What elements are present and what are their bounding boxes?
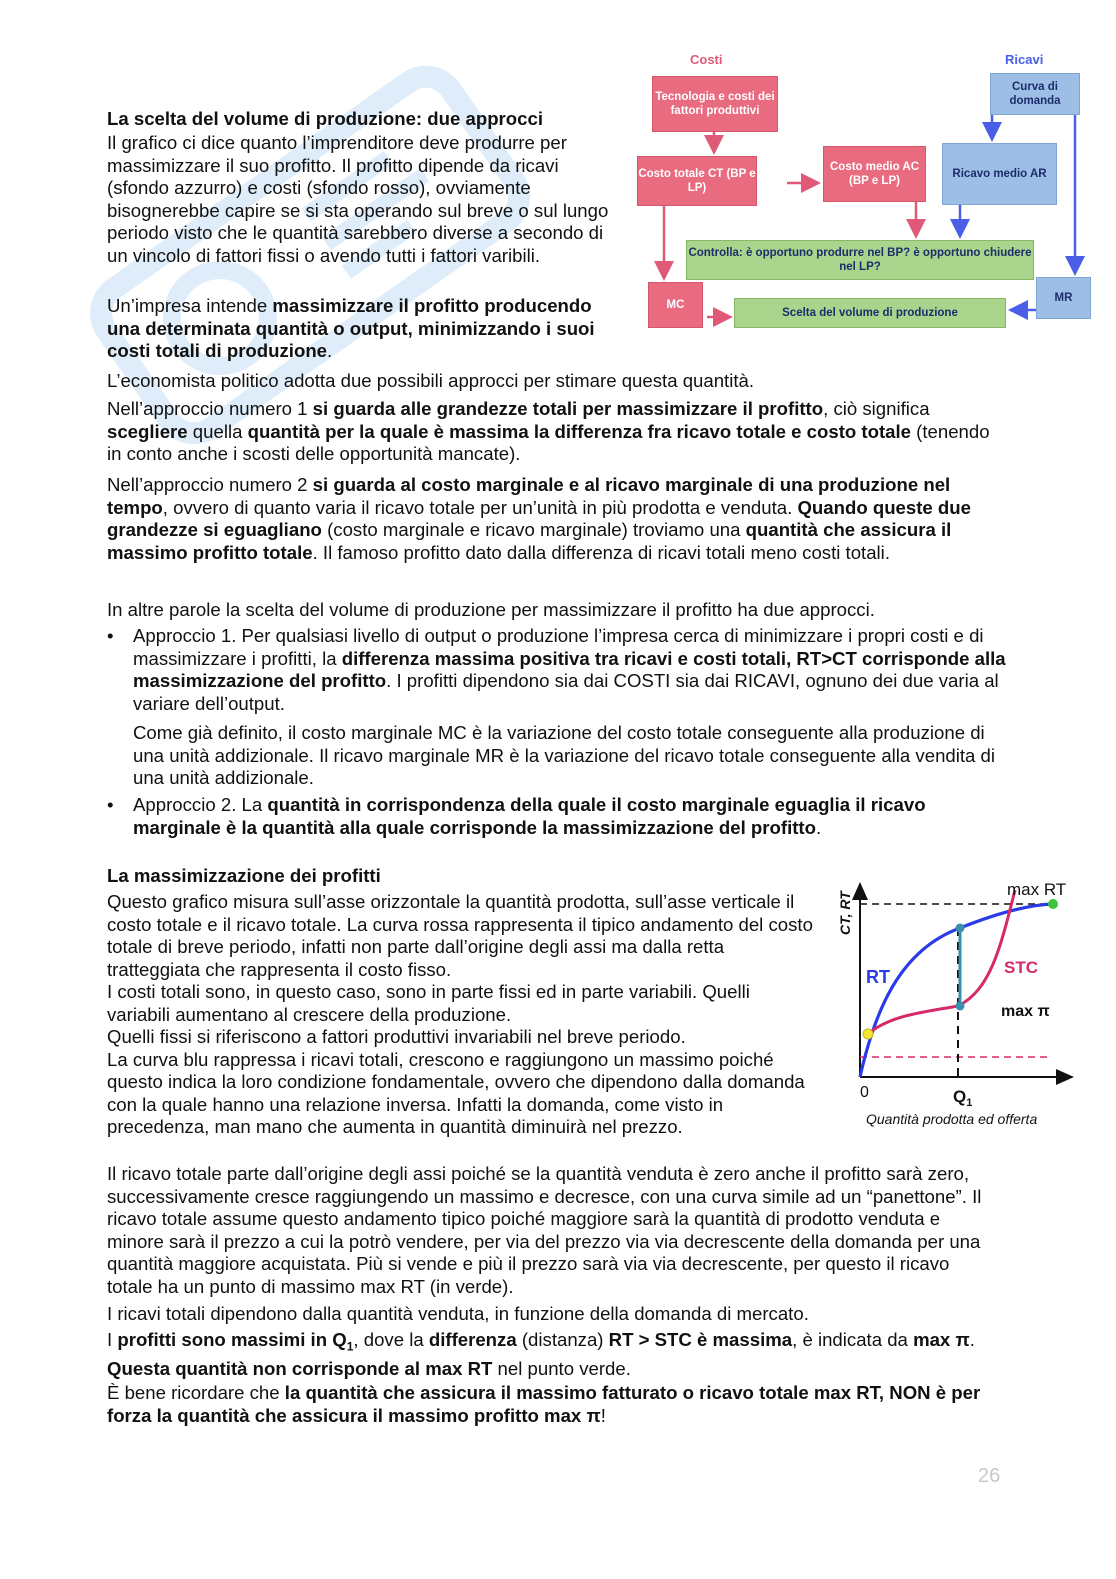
approach-2-item: Approccio 2. La quantità in corrispondenza della quale il costo marginale eguaglia il ricavo marginale è la quantità alla quale corrisponde la massimizzazione del profitto.	[133, 794, 926, 838]
approach-1-definition: Come già definito, il costo marginale MC è la variazione del costo totale conseguente alla produzione di una unità addizionale. Il ricavo marginale MR è la variazione del ricavo totale conseguente alla vendita di una unità addizionale.	[133, 722, 996, 788]
q1-stc-point	[956, 1002, 965, 1011]
stc-start-point	[863, 1029, 873, 1039]
section2-paragraph-4: La curva blu rappressa i ricavi totali, crescono e raggiungono un massimo poiché questo indica la loro condizione fondamentale, ovvero che dipendono dalla domanda con la quale hanno una relazione inversa. Infatti la domanda, come visto in precedenza, man mano che aumenta in quantità diminuirà nel prezzo.	[107, 1048, 805, 1137]
origin-label: 0	[860, 1084, 869, 1101]
revenue-label: Ricavi	[1005, 52, 1044, 67]
y-axis-label: CT, RT	[837, 891, 853, 935]
page-number: 26	[978, 1465, 1001, 1487]
section2-heading: La massimizzazione dei profitti	[107, 865, 381, 886]
total-cost-box: Costo totale CT (BP e LP)	[637, 156, 757, 206]
section2-left-column	[107, 891, 817, 1139]
section2-paragraph-1: Questo grafico misura sull’asse orizzontale la quantità prodotta, sull’asse verticale il costo totale e il ricavo totale. La curva rossa rappresenta il tipico andamento del costo totale di breve periodo, infatti non parte dall’origine degli assi ma dalla retta tratteggiata che rappresenta il costo fisso.	[107, 891, 813, 980]
x-axis-label: Quantità prodotta ed offerta	[866, 1111, 1038, 1127]
average-cost-box: Costo medio AC (BP e LP)	[823, 146, 926, 202]
section2-paragraph-6: I ricavi totali dipendono dalla quantità venduta, in funzione della domanda di mercato.	[107, 1303, 809, 1324]
stc-label: STC	[1004, 958, 1038, 977]
check-box: Controlla: è opportuno produrre nel BP? è opportuno chiudere nel LP?	[686, 240, 1034, 280]
bullet-marker-1: •	[107, 625, 114, 646]
demand-curve-box: Curva di domanda	[990, 73, 1080, 115]
section1-paragraph-1: Il grafico ci dice quanto l’imprenditore deve produrre per massimizzare il suo profitto. Il profitto dipende da ricavi (sfondo azzurro) e costi (sfondo rosso), ovviamente bisognerebbe capire se si sta operando sul breve o sul lungo periodo visto che le quantità sarebbero diverse a secondo di un vincolo di fattori fissi o avendo tutti i fattori varibili.	[107, 132, 609, 266]
section2-paragraph-7: I profitti sono massimi in $Q_1$, dove la differenza (distanza) RT > STC è massima, è indicata da max π. Questa quantità non corrisponde al max RT nel punto verde.	[107, 1329, 975, 1380]
section2-paragraph-3: Quelli fissi si riferiscono a fattori produttivi invariabili nel breve periodo.	[107, 1026, 686, 1047]
mr-box: MR	[1036, 277, 1091, 319]
section1-paragraph-5: Nell’approccio numero 2 si guarda al costo marginale e al ricavo marginale di una produzione nel tempo, ovvero di quanto varia il ricavo totale per un’unità in più prodotta e venduta. Quando queste due grandezze si eguagliano (costo marginale e ricavo marginale) troviamo una quantità che assicura il massimo profitto totale. Il famoso profitto dato dalla differenza di ricavi totali meno costi totali.	[107, 474, 971, 563]
q1-label: $Q_1$	[953, 1087, 973, 1109]
q1-rt-point	[956, 924, 965, 933]
max-pi-label: max π	[1001, 1003, 1050, 1020]
mc-box: MC	[648, 282, 703, 328]
costs-label: Costi	[690, 52, 723, 67]
section1-heading: La scelta del volume di produzione: due approcci	[107, 108, 543, 129]
bullet-marker-2: •	[107, 794, 114, 815]
max-rt-point	[1048, 899, 1058, 909]
production-choice-box: Scelta del volume di produzione	[734, 298, 1006, 328]
average-revenue-box: Ricavo medio AR	[942, 143, 1057, 205]
section1-paragraph-3: L’economista politico adotta due possibili approcci per stimare questa quantità.	[107, 370, 755, 391]
section1-paragraph-4: Nell’approccio numero 1 si guarda alle grandezze totali per massimizzare il profitto, ciò significa scegliere quella quantità per la quale è massima la differenza fra ricavo totale e costo totale (tenendo in conto anche i scosti delle opportunità mancate).	[107, 398, 990, 464]
section1-paragraph-6: In altre parole la scelta del volume di produzione per massimizzare il profitto ha due approcci.	[107, 599, 875, 620]
rt-label: RT	[866, 967, 890, 987]
approach-1-item: Approccio 1. Per qualsiasi livello di output o produzione l’impresa cerca di minimizzare i propri costi e di massimizzare i profitti, la differenza massima positiva tra ricavi e costi totali, RT>CT corrisponde alla massimizzazione del profitto. I profitti dipendono sia dai COSTI sia dai RICAVI, ognuno dei due varia al variare dell’output.	[133, 625, 1006, 714]
section1-paragraph-2: Un’impresa intende massimizzare il profitto producendo una determinata quantità o output, minimizzando i suoi costi totali di produzione.	[107, 295, 595, 361]
stc-curve	[868, 890, 1015, 1034]
profit-max-chart	[828, 874, 1088, 1134]
technology-costs-box: Tecnologia e costi dei fattori produttivi	[652, 76, 778, 132]
max-rt-label: max RT	[1007, 880, 1067, 899]
section2-paragraph-5: Il ricavo totale parte dall’origine degli assi poiché se la quantità venduta è zero anche il profitto sarà zero, successivamente cresce raggiungendo un massimo e decresce, con una curva simile ad un “panettone”. Il ricavo totale assume questo andamento tipico poiché maggiore sarà la quantità di prodotto venduta e minore sarà il prezzo a cui la potrò vendere, per via del prezzo via via decrescente della domanda per una quantità maggiore acquistata. Più si vende e più il prezzo sarà via via decrescente, per questo il ricavo totale ha un punto di massimo max RT (in verde).	[107, 1163, 982, 1297]
section2-paragraph-2: I costi totali sono, in questo caso, sono in parte fissi ed in parte variabili. Quelli variabili aumentano al crescere della produzione.	[107, 981, 750, 1025]
section2-paragraph-8: È bene ricordare che la quantità che assicura il massimo fatturato o ricavo totale max RT, NON è per forza la quantità che assicura il massimo profitto max π!	[107, 1382, 981, 1426]
